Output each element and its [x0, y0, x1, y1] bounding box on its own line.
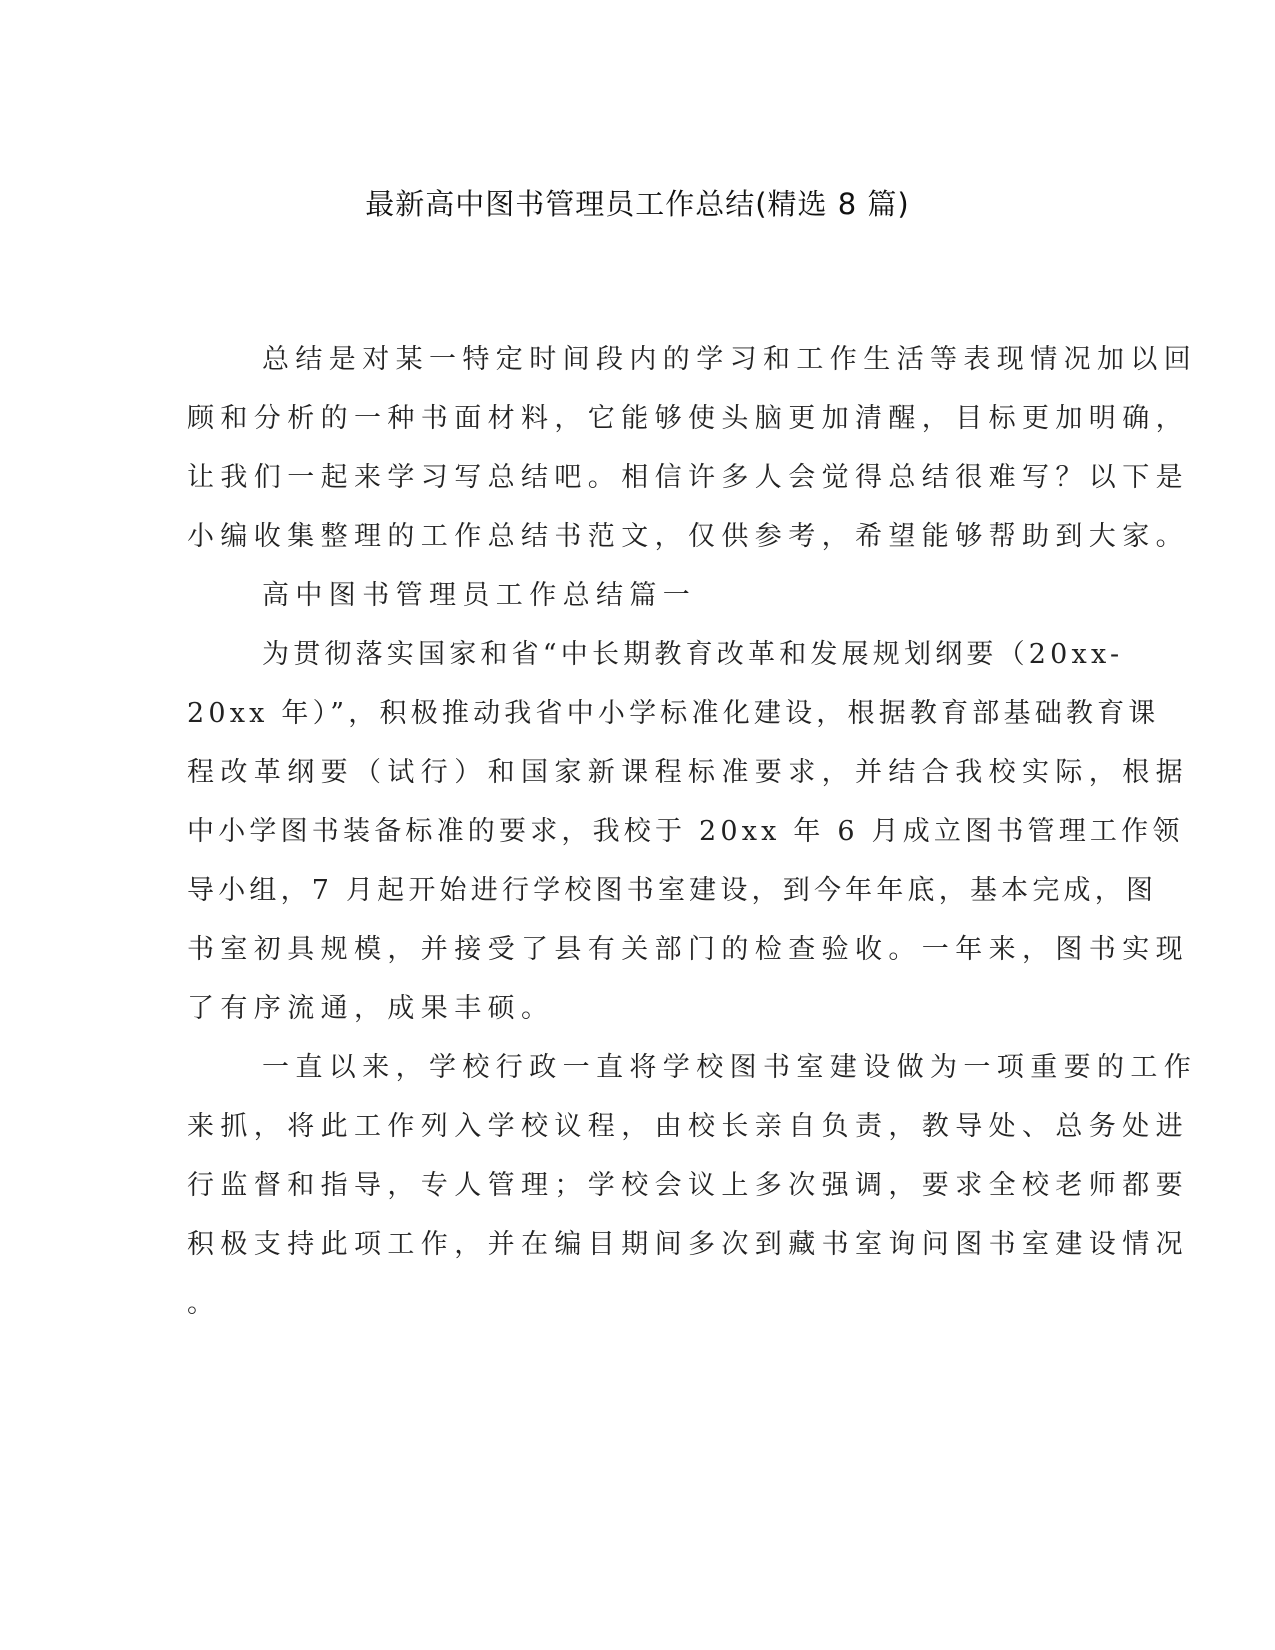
- paragraph-3-line-3: 行监督和指导，专人管理；学校会议上多次强调，要求全校老师都要: [187, 1170, 1189, 1201]
- paragraph-3-line-1: 一直以来，学校行政一直将学校图书室建设做为一项重要的工作: [262, 1052, 1198, 1083]
- intro-paragraph-line-2: 顾和分析的一种书面材料，它能够使头脑更加清醒，目标更加明确，: [187, 403, 1189, 434]
- paragraph-2-line-6: 书室初具规模，并接受了县有关部门的检查验收。一年来，图书实现: [187, 934, 1189, 965]
- intro-paragraph-line-1: 总结是对某一特定时间段内的学习和工作生活等表现情况加以回: [262, 344, 1198, 375]
- document-title: 最新高中图书管理员工作总结(精选 8 篇): [365, 187, 910, 221]
- paragraph-2-line-1: 为贯彻落实国家和省“中长期教育改革和发展规划纲要（20xx-: [262, 639, 1124, 670]
- intro-paragraph-line-4: 小编收集整理的工作总结书范文，仅供参考，希望能够帮助到大家。: [187, 521, 1189, 552]
- paragraph-2-line-4: 中小学图书装备标准的要求，我校于 20xx 年 6 月成立图书管理工作领: [187, 816, 1184, 847]
- paragraph-3-line-2: 来抓，将此工作列入学校议程，由校长亲自负责，教导处、总务处进: [187, 1111, 1189, 1142]
- paragraph-2-line-3: 程改革纲要（试行）和国家新课程标准要求，并结合我校实际，根据: [187, 757, 1189, 788]
- paragraph-3-line-5: 。: [187, 1288, 221, 1319]
- section-heading: 高中图书管理员工作总结篇一: [262, 580, 697, 611]
- intro-paragraph-line-3: 让我们一起来学习写总结吧。相信许多人会觉得总结很难写？以下是: [187, 462, 1189, 493]
- paragraph-2-line-7: 了有序流通，成果丰硕。: [187, 993, 555, 1024]
- paragraph-2-line-5: 导小组，7 月起开始进行学校图书室建设，到今年年底，基本完成，图: [187, 875, 1158, 906]
- paragraph-3-line-4: 积极支持此项工作，并在编目期间多次到藏书室询问图书室建设情况: [187, 1229, 1189, 1260]
- paragraph-2-line-2: 20xx 年）”，积极推动我省中小学标准化建设，根据教育部基础教育课: [187, 698, 1160, 729]
- document-body: [187, 330, 1198, 1333]
